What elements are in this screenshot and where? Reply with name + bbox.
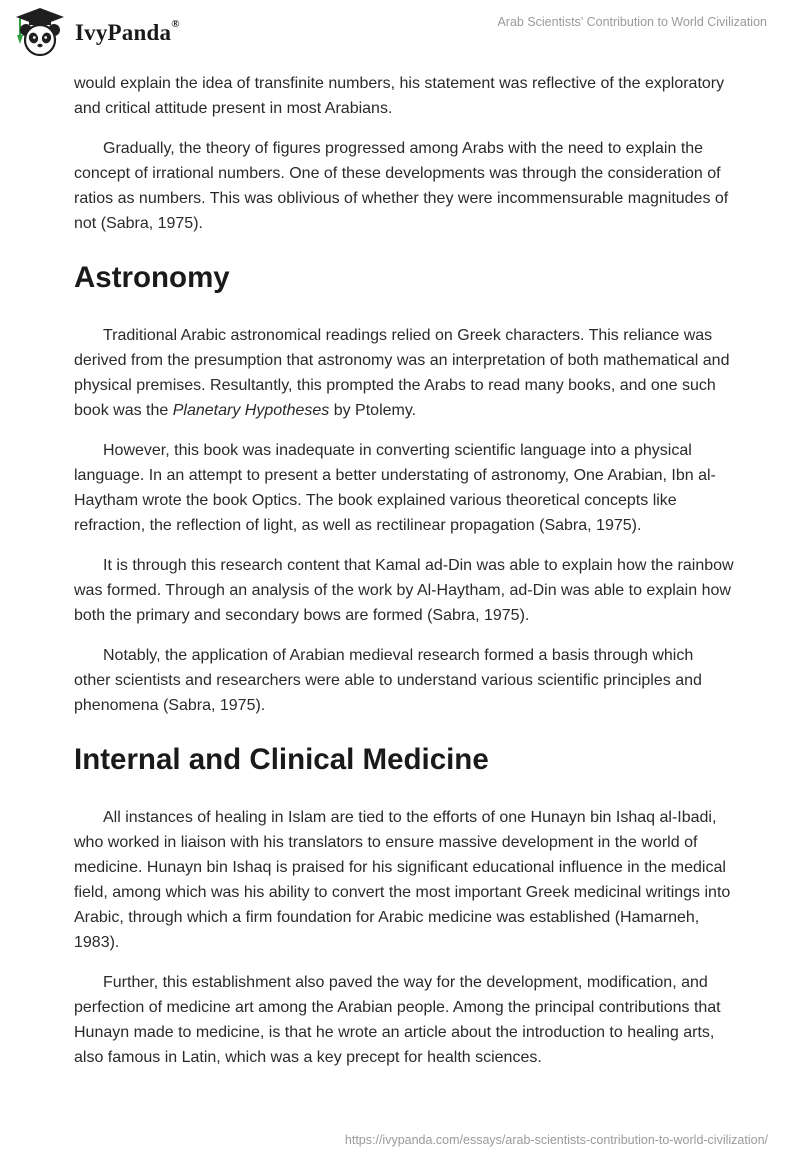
paragraph-intro: would explain the idea of transfinite numbers, his statement was reflective of the exploratory and critical attitude present in most Arabians.: [74, 75, 725, 117]
heading-medicine: Internal and Clinical Medicine: [74, 743, 489, 776]
paragraph-astronomy-4: Notably, the application of Arabian medieval research formed a basis through which other scientists and researchers were able to understand various scientific principles and phenomena (Sabra, 1975).: [74, 647, 702, 714]
panda-graduation-icon: [12, 6, 68, 58]
paragraph-irrational-numbers: Gradually, the theory of figures progressed among Arabs with the need to explain the concept of irrational numbers. One of these developments was through the consideration of ratios as numbers. This was oblivious of whether they were incommensurable magnitudes of not (Sabra, 1975).: [74, 140, 729, 232]
source-url[interactable]: https://ivypanda.com/essays/arab-scientists-contribution-to-world-civilization/: [344, 1133, 768, 1147]
paragraph-astronomy-2: However, this book was inadequate in converting scientific language into a physical language. In an attempt to present a better understating of astronomy, One Arabian, Ibn al-Haytham wrote the book Optics. The book explained various theoretical concepts like refraction, the reflection of light, as well as rectilinear propagation (Sabra, 1975).: [74, 442, 716, 534]
paragraph-medicine-1: All instances of healing in Islam are tied to the efforts of one Hunayn bin Ishaq al-Ibadi, who worked in liaison with his translators to ensure massive development in the world of medicine. Hunayn bin Ishaq is praised for his significant educational influence in the medical field, among which was his ability to convert the most important Greek medicinal writings into Arabic, through which a firm foundation for Arabic medicine was established (Hamarneh, 1983).: [74, 809, 731, 951]
paragraph-medicine-2: Further, this establishment also paved the way for the development, modification, and perfection of medicine art among the Arabian people. Among the principal contributions that Hunayn made to medicine, is that he wrote an article about the introduction to healing arts, also famous in Latin, which was a key precept for health sciences.: [74, 974, 721, 1066]
document-title: Arab Scientists’ Contribution to World Civilization: [497, 15, 767, 29]
ivypanda-logo[interactable]: [12, 6, 180, 58]
page-header: [0, 0, 800, 70]
brand-name: IvyPanda®: [75, 18, 180, 45]
paragraph-astronomy-3: It is through this research content that Kamal ad-Din was able to explain how the rainbow was formed. Through an analysis of the work by Al-Haytham, ad-Din was able to explain how both the primary and secondary bows are formed (Sabra, 1975).: [74, 557, 734, 624]
heading-astronomy: Astronomy: [74, 261, 230, 294]
paragraph-astronomy-1: Traditional Arabic astronomical readings relied on Greek characters. This reliance was derived from the presumption that astronomy was an interpretation of both mathematical and physical premises. Resultantly, this prompted the Arabs to read many books, and one such book was the Planetary Hypotheses by Ptolemy.: [74, 327, 730, 419]
book-title-planetary-hypotheses: Planetary Hypotheses: [172, 402, 330, 419]
article-body: [74, 71, 734, 1085]
